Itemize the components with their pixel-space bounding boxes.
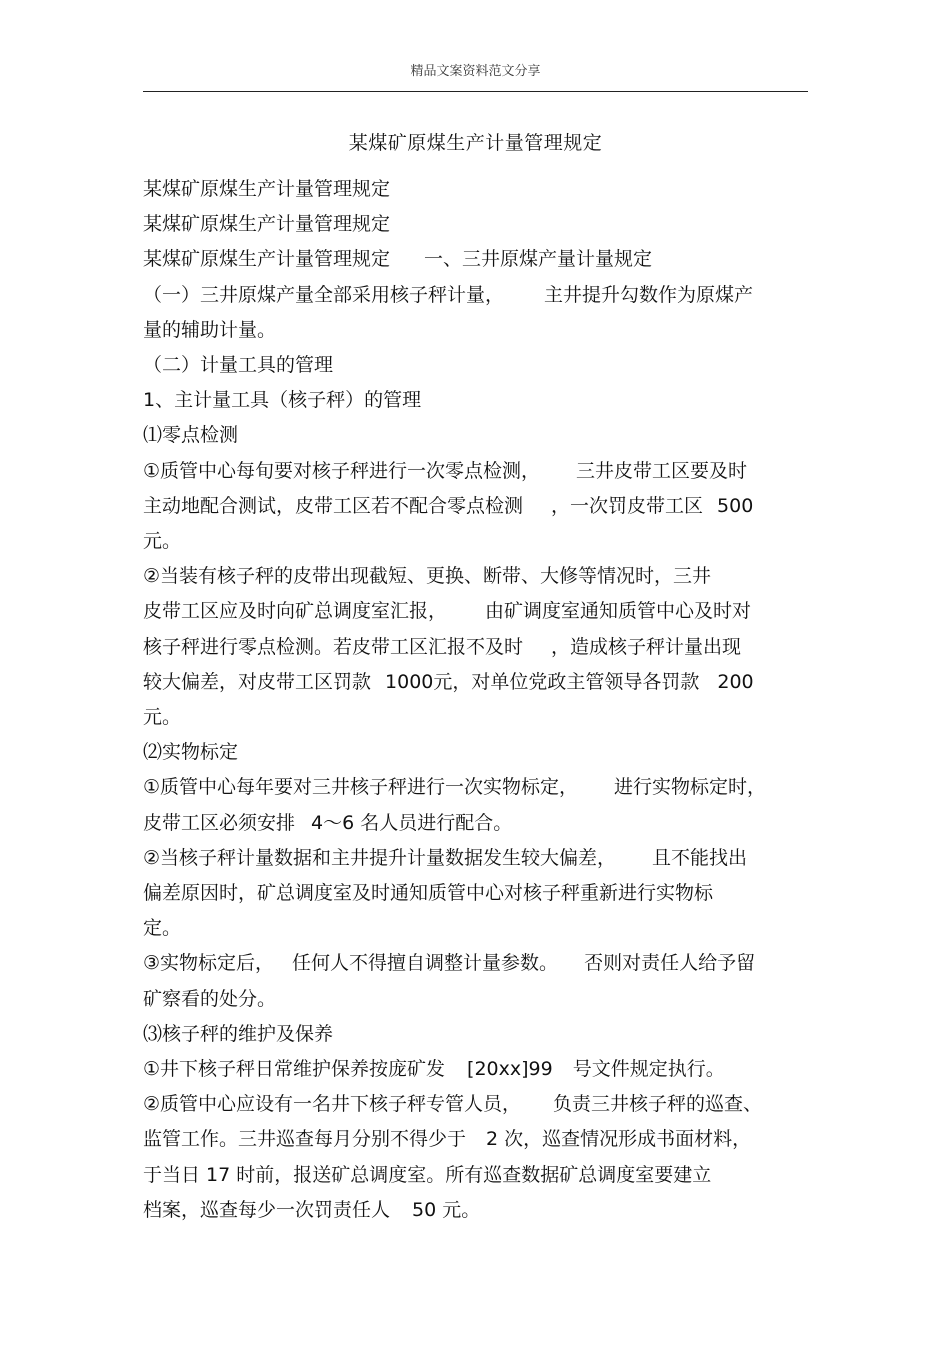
text-segment: 偏差原因时，矿总调度室及时通知质管中心对核子秤重新进行实物标 xyxy=(143,882,714,905)
subsection-heading: 1、主计量工具（核子秤）的管理 xyxy=(143,389,422,412)
text-segment: 200 xyxy=(717,670,754,693)
body-line xyxy=(143,454,811,489)
body-line xyxy=(143,665,811,700)
text-segment: 三井皮带工区要及时 xyxy=(576,459,748,482)
text-segment: 主动地配合测试，皮带工区若不配合零点检测 xyxy=(143,494,524,517)
text-segment: 某煤矿原煤生产计量管理规定 xyxy=(143,178,391,200)
body-line xyxy=(143,524,811,559)
text-segment: 矿察看的处分。 xyxy=(143,987,277,1010)
body-line xyxy=(143,278,811,313)
text-segment: ，造成核子秤计量出现 xyxy=(551,635,742,658)
text-segment: 档案，巡查每少一次罚责任人 xyxy=(143,1198,391,1221)
text-segment: 定。 xyxy=(143,917,182,940)
text-segment: 核子秤进行零点检测。若皮带工区汇报不及时 xyxy=(143,635,524,658)
subsection-heading: ⑶核子秤的维护及保养 xyxy=(143,1022,334,1045)
body-line xyxy=(143,418,811,453)
text-segment: 4～6 名人员进行配合。 xyxy=(311,811,513,834)
body-line xyxy=(143,348,811,383)
body-line xyxy=(143,207,811,242)
body-line xyxy=(143,1158,811,1193)
body-line xyxy=(143,911,811,946)
text-segment: 元。 xyxy=(143,706,182,729)
text-segment: [20xx]99 xyxy=(467,1058,553,1081)
body-line xyxy=(143,630,811,665)
text-segment: 较大偏差，对皮带工区罚款 xyxy=(143,670,372,693)
body-line xyxy=(143,841,811,876)
text-segment: 号文件规定执行。 xyxy=(572,1058,725,1081)
text-segment: 且不能找出 xyxy=(652,846,748,869)
subsection-heading: （二）计量工具的管理 xyxy=(143,354,334,377)
text-segment: 某煤矿原煤生产计量管理规定 xyxy=(143,213,391,236)
document-title: 某煤矿原煤生产计量管理规定 xyxy=(348,132,603,154)
text-segment: ①质管中心每旬要对核子秤进行一次零点检测， xyxy=(143,459,541,482)
body-line xyxy=(143,735,811,770)
body-line xyxy=(143,594,811,629)
text-segment: ，一次罚皮带工区 xyxy=(551,494,704,517)
subsection-heading: ⑵实物标定 xyxy=(143,741,239,764)
subsection-heading: ⑴零点检测 xyxy=(143,424,239,447)
text-segment: 皮带工区必须安排 xyxy=(143,811,296,834)
section-heading: 一、三井原煤产量计量规定 xyxy=(424,248,653,271)
text-segment: 皮带工区应及时向矿总调度室汇报， xyxy=(143,600,448,623)
body-line xyxy=(143,876,811,911)
body-line xyxy=(143,770,811,805)
text-segment: 任何人不得擅自调整计量参数。 xyxy=(292,952,559,975)
body-line xyxy=(143,946,811,981)
body-line xyxy=(143,559,811,594)
text-segment: ①质管中心每年要对三井核子秤进行一次实物标定， xyxy=(143,776,579,799)
text-segment: 500 xyxy=(717,494,754,517)
text-segment: 主井提升勾数作为原煤产 xyxy=(544,283,754,306)
text-segment: 监管工作。三井巡查每月分别不得少于 xyxy=(143,1128,467,1151)
text-segment: 负责三井核子秤的巡查、 xyxy=(553,1093,763,1116)
header-divider xyxy=(143,91,808,92)
text-segment: ②当装有核子秤的皮带出现截短、更换、断带、大修等情况时，三井 xyxy=(143,565,712,588)
body-line xyxy=(143,1052,811,1087)
text-segment: ①井下核子秤日常维护保养按庞矿发 xyxy=(143,1058,446,1081)
body-line xyxy=(143,242,811,277)
body-line xyxy=(143,1193,811,1228)
text-segment: ②质管中心应设有一名井下核子秤专管人员， xyxy=(143,1093,522,1116)
body-line xyxy=(143,383,811,418)
text-segment: 进行实物标定时， xyxy=(614,776,767,799)
page-header: 精品文案资料范文分享 xyxy=(410,64,541,79)
text-segment: 50 元。 xyxy=(412,1198,481,1221)
text-segment: ②当核子秤计量数据和主井提升计量数据发生较大偏差， xyxy=(143,846,617,869)
body-line xyxy=(143,313,811,348)
text-segment: 由矿调度室通知质管中心及时对 xyxy=(485,600,752,623)
text-segment: 否则对责任人给予留 xyxy=(584,952,756,975)
text-segment: 1000元，对单位党政主管领导各罚款 xyxy=(385,670,700,693)
body-line xyxy=(143,1122,811,1157)
body-line xyxy=(143,700,811,735)
text-segment: 某煤矿原煤生产计量管理规定 xyxy=(143,248,391,271)
body-line xyxy=(143,806,811,841)
body-line xyxy=(143,1087,811,1122)
document-body xyxy=(143,172,811,1228)
text-segment: ③实物标定后， xyxy=(143,952,275,975)
body-line xyxy=(143,489,811,524)
text-segment: 于当日 17 时前，报送矿总调度室。所有巡查数据矿总调度室要建立 xyxy=(143,1163,712,1186)
text-segment: 2 次，巡查情况形成书面材料， xyxy=(486,1128,752,1151)
text-segment: （一）三井原煤产量全部采用核子秤计量， xyxy=(143,283,505,306)
body-line xyxy=(143,1017,811,1052)
text-segment: 量的辅助计量。 xyxy=(143,318,277,341)
text-segment: 元。 xyxy=(143,530,182,553)
body-line xyxy=(143,982,811,1017)
body-line xyxy=(143,172,811,207)
